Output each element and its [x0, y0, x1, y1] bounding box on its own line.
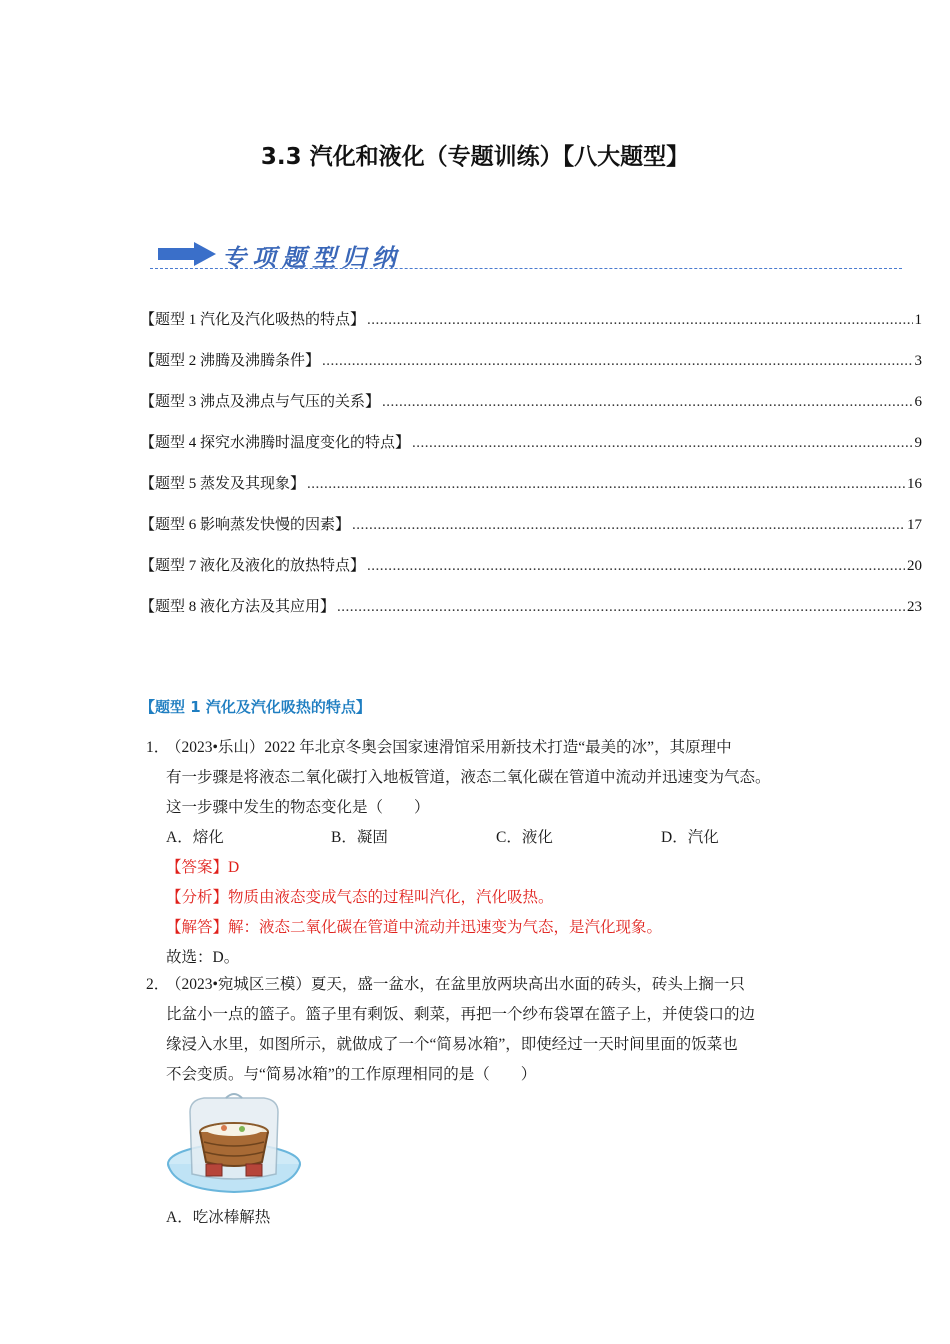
question-stem-line: 这一步骤中发生的物态变化是（ ）: [166, 799, 430, 816]
section-banner: [150, 236, 902, 274]
question-number: 2．: [146, 976, 170, 993]
option-a: A．熔化: [166, 829, 224, 846]
toc-item-page: 9: [914, 435, 922, 451]
toc-leader: [382, 394, 912, 411]
toc-item-page: 23: [907, 599, 922, 615]
toc-item[interactable]: [140, 431, 922, 472]
toc-item-page: 20: [907, 558, 922, 574]
toc-leader: [367, 558, 905, 575]
choice-line: 故选：D。: [166, 949, 240, 966]
toc-item[interactable]: [140, 308, 922, 349]
toc-item-label: 【题型 5 蒸发及其现象】: [140, 476, 306, 492]
question-stem-line: 缘浸入水里，如图所示，就做成了一个“简易冰箱”，即使经过一天时间里面的饭菜也: [166, 1036, 738, 1053]
toc-item[interactable]: [140, 595, 922, 636]
toc-item-page: 16: [907, 476, 922, 492]
toc-item-page: 1: [914, 312, 922, 328]
toc-item-label: 【题型 1 汽化及汽化吸热的特点】: [140, 312, 366, 328]
option-d: D．汽化: [661, 829, 719, 846]
question-number: 1．: [146, 739, 170, 756]
toc-item[interactable]: [140, 349, 922, 390]
toc-item[interactable]: [140, 554, 922, 595]
analysis-line: 【分析】物质由液态变成气态的过程叫汽化，汽化吸热。: [166, 889, 554, 906]
document-title: 3.3 汽化和液化（专题训练）【八大题型】: [260, 144, 690, 170]
table-of-contents: [140, 308, 922, 636]
toc-item-page: 17: [907, 517, 922, 533]
banner-title: 专项题型归纳: [222, 244, 402, 272]
toc-item-label: 【题型 3 沸点及沸点与气压的关系】: [140, 394, 381, 410]
toc-item[interactable]: [140, 472, 922, 513]
toc-leader: [367, 312, 912, 329]
toc-leader: [352, 517, 905, 534]
question-stem-line: （2023•乐山）2022 年北京冬奥会国家速滑馆采用新技术打造“最美的冰”，其原理中: [166, 739, 732, 756]
question-stem-line: 比盆小一点的篮子。篮子里有剩饭、剩菜，再把一个纱布袋罩在篮子上，并使袋口的边: [166, 1006, 756, 1023]
option-a: A．吃冰棒解热: [166, 1209, 271, 1226]
question-stem-line: 有一步骤是将液态二氧化碳打入地板管道，液态二氧化碳在管道中流动并迅速变为气态。: [166, 769, 771, 786]
toc-leader: [307, 476, 905, 493]
banner-divider: [150, 268, 902, 269]
option-b: B．凝固: [331, 829, 388, 846]
question-stem-line: （2023•宛城区三模）夏天，盛一盆水，在盆里放两块高出水面的砖头，砖头上搁一只: [166, 976, 745, 993]
toc-item-label: 【题型 4 探究水沸腾时温度变化的特点】: [140, 435, 411, 451]
question-2: [140, 970, 830, 1090]
toc-item[interactable]: [140, 390, 922, 431]
solution-line: 【解答】解：液态二氧化碳在管道中流动并迅速变为气态，是汽化现象。: [166, 919, 663, 936]
toc-item-label: 【题型 7 液化及液化的放热特点】: [140, 558, 366, 574]
section-heading: 【题型 1 汽化及汽化吸热的特点】: [140, 698, 371, 716]
answer-line: 【答案】D: [166, 859, 240, 876]
simple-fridge-illustration: [164, 1092, 304, 1196]
arrow-right-icon: [158, 242, 216, 266]
options-row: [166, 823, 830, 853]
question-1: [140, 733, 830, 973]
toc-item-label: 【题型 2 沸腾及沸腾条件】: [140, 353, 321, 369]
toc-item-page: 3: [914, 353, 922, 369]
toc-item-label: 【题型 8 液化方法及其应用】: [140, 599, 336, 615]
toc-leader: [337, 599, 905, 616]
toc-item[interactable]: [140, 513, 922, 554]
toc-leader: [412, 435, 912, 452]
toc-item-page: 6: [914, 394, 922, 410]
question-stem-line: 不会变质。与“简易冰箱”的工作原理相同的是（ ）: [166, 1066, 537, 1083]
option-c: C．液化: [496, 829, 553, 846]
toc-item-label: 【题型 6 影响蒸发快慢的因素】: [140, 517, 351, 533]
toc-leader: [322, 353, 912, 370]
